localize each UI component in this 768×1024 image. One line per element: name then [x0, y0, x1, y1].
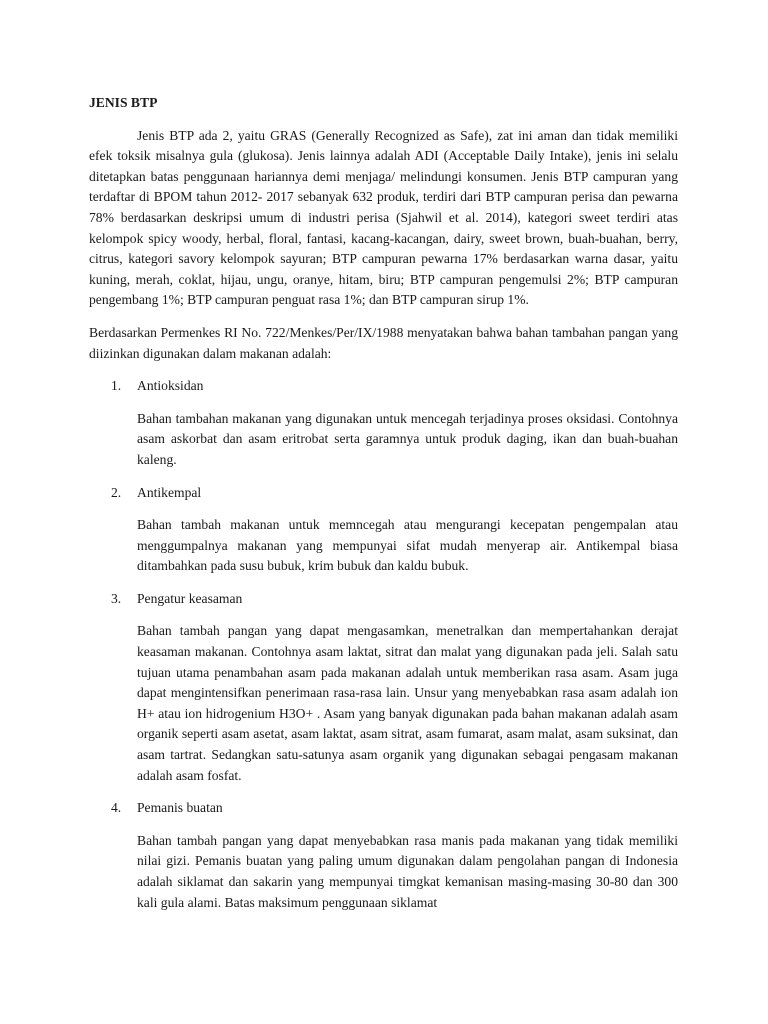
list-item-title: Antioksidan [137, 378, 204, 394]
list-item [89, 376, 678, 470]
intro-paragraph: Jenis BTP ada 2, yaitu GRAS (Generally Recognized as Safe), zat ini aman dan tidak memiliki efek toksik misalnya gula (glukosa). Jenis lainnya adalah ADI (Acceptable Daily Intake), jenis ini selalu ditetapkan batas penggunaan hariannya demi menjaga/ melindungi konsumen. Jenis BTP campuran yang terdaftar di BPOM tahun 2012- 2017 sebanyak 632 produk, terdiri dari BTP campuran perisa dan pewarna 78% berdasarkan deskripsi umum di industri perisa (Sjahwil et al. 2014), kategori sweet terdiri atas kelompok spicy woody, herbal, floral, fantasi, kacang-kacangan, dairy, sweet brown, buah-buahan, berry, citrus, kategori savory kelompok sayuran; BTP campuran pewarna 17% berdasarkan warna dasar, yaitu kuning, merah, coklat, hijau, ungu, oranye, hitam, biru; BTP campuran pengemulsi 2%; BTP campuran pengembang 1%; BTP campuran penguat rasa 1%; dan BTP campuran sirup 1%. [89, 127, 678, 308]
list-item-number: 4. [111, 800, 122, 816]
list-item-heading [89, 798, 678, 819]
list-item-title: Pengatur keasaman [137, 590, 243, 606]
list-item-heading [89, 376, 678, 397]
list-item-number: 3. [111, 590, 122, 606]
list-item-title: Antikempal [137, 484, 202, 500]
list-item-number: 2. [111, 484, 122, 500]
btp-list [89, 376, 678, 913]
list-item-body: Bahan tambahan makanan yang digunakan untuk mencegah terjadinya proses oksidasi. Contohnya asam askorbat dan asam eritrobat serta garamnya untuk produk daging, ikan dan buah-buahan kaleng. [137, 410, 678, 467]
list-item-heading [89, 589, 678, 610]
list-item-title: Pemanis buatan [137, 800, 223, 816]
list-item-number: 1. [111, 378, 122, 394]
list-item [89, 483, 678, 577]
list-item-heading [89, 483, 678, 504]
list-item-body: Bahan tambah pangan yang dapat menyebabkan rasa manis pada makanan yang tidak memiliki nilai gizi. Pemanis buatan yang paling umum digunakan dalam pengolahan pangan di Indonesia adalah siklamat dan sakarin yang mempunyai timgkat kemanisan masing-masing 30-80 dan 300 kali gula alami. Batas maksimum penggunaan siklamat [137, 832, 678, 910]
regulation-paragraph: Berdasarkan Permenkes RI No. 722/Menkes/Per/IX/1988 menyatakan bahwa bahan tambahan pangan yang diizinkan digunakan dalam makanan adalah: [89, 324, 678, 361]
document-page [89, 93, 678, 925]
list-item [89, 589, 678, 786]
section-title: JENIS BTP [89, 95, 158, 110]
list-item-body: Bahan tambah pangan yang dapat mengasamkan, menetralkan dan mempertahankan derajat keasaman makanan. Contohnya asam laktat, sitrat dan malat yang digunakan pada jeli. Salah satu tujuan utama penambahan asam pada makanan adalah untuk memberikan rasa asam. Asam juga dapat mengintensifkan penerimaan rasa-rasa lain. Unsur yang menyebabkan rasa asam adalah ion H+ atau ion hidrogenium H3O+ . Asam yang banyak digunakan pada bahan makanan adalah asam organik seperti asam asetat, asam laktat, asam sitrat, asam fumarat, asam malat, asam suksinat, dan asam tartrat. Sedangkan satu-satunya asam organik yang digunakan sebagai pengasam makanan adalah asam fosfat. [137, 623, 678, 783]
list-item-body: Bahan tambah makanan untuk memncegah atau mengurangi kecepatan pengempalan atau menggumpalnya makanan yang mempunyai sifat mudah menyerap air. Antikempal biasa ditambahkan pada susu bubuk, krim bubuk dan kaldu bubuk. [137, 517, 678, 574]
list-item [89, 798, 678, 913]
